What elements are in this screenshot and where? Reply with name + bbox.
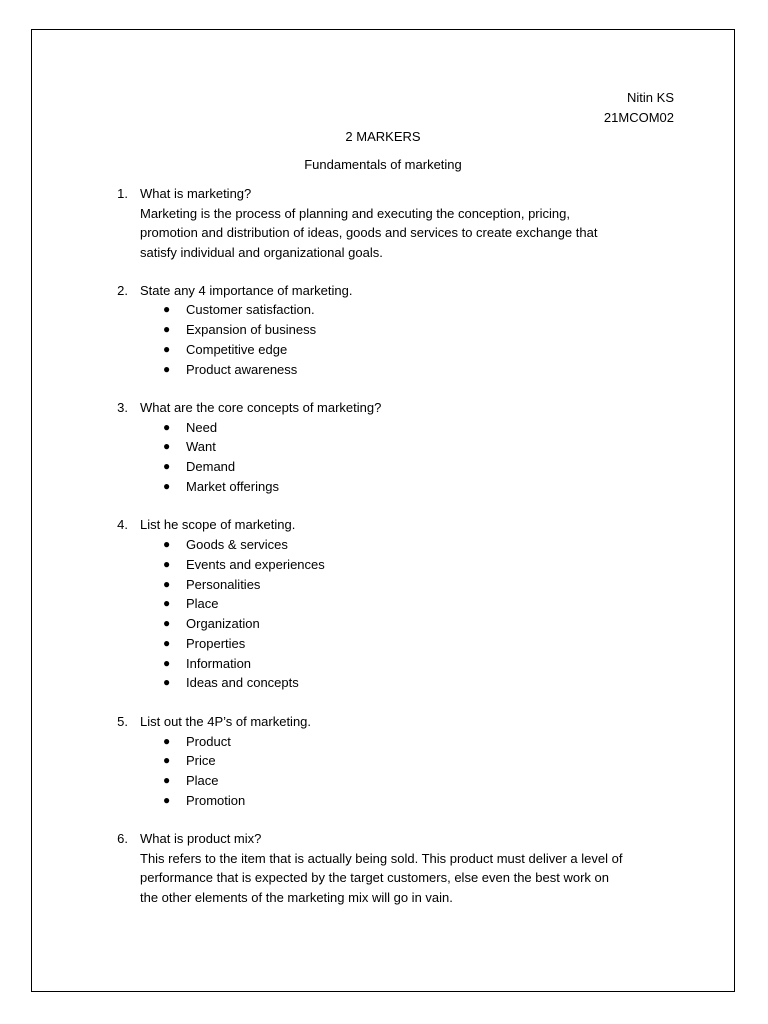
list-item: Events and experiences <box>186 557 325 572</box>
list-item: Personalities <box>186 577 261 592</box>
list-item: Ideas and concepts <box>186 675 299 690</box>
list-item: Place <box>186 596 219 611</box>
question-text: State any 4 importance of marketing. <box>140 283 353 298</box>
answer-line: This refers to the item that is actually being sold. This product must deliver a level of <box>140 851 623 866</box>
bullet-icon: ● <box>163 636 171 650</box>
list-item: Market offerings <box>186 479 279 494</box>
section-heading: 2 MARKERS <box>345 129 421 144</box>
list-item: Need <box>186 420 218 435</box>
list-item: Information <box>186 656 252 671</box>
answer-line: the other elements of the marketing mix will go in vain. <box>140 890 453 905</box>
question-number: 1. <box>117 186 128 201</box>
roll-number: 21MCOM02 <box>603 110 674 125</box>
bullet-icon: ● <box>163 302 171 316</box>
question-number: 6. <box>117 831 128 846</box>
bullet-icon: ● <box>163 753 171 767</box>
bullet-icon: ● <box>163 439 171 453</box>
author-name: Nitin KS <box>627 90 674 105</box>
question-text: What is marketing? <box>140 186 252 201</box>
bullet-icon: ● <box>163 616 171 630</box>
bullet-icon: ● <box>163 656 171 670</box>
bullet-icon: ● <box>163 773 171 787</box>
list-item: Goods & services <box>186 537 288 552</box>
bullet-icon: ● <box>163 459 171 473</box>
list-item: Product <box>186 734 231 749</box>
question-number: 3. <box>117 400 128 415</box>
bullet-icon: ● <box>163 362 171 376</box>
bullet-icon: ● <box>163 420 171 434</box>
bullet-icon: ● <box>163 342 171 356</box>
bullet-icon: ● <box>163 734 171 748</box>
bullet-icon: ● <box>163 596 171 610</box>
subject-title: Fundamentals of marketing <box>304 157 462 172</box>
bullet-icon: ● <box>163 793 171 807</box>
document-page <box>31 29 735 992</box>
question-text: What is product mix? <box>140 831 262 846</box>
list-item: Organization <box>186 616 260 631</box>
bullet-icon: ● <box>163 577 171 591</box>
list-item: Price <box>186 753 216 768</box>
list-item: Expansion of business <box>186 322 317 337</box>
list-item: Product awareness <box>186 362 298 377</box>
answer-line: Marketing is the process of planning and executing the conception, pricing, <box>140 206 570 221</box>
bullet-icon: ● <box>163 479 171 493</box>
bullet-icon: ● <box>163 675 171 689</box>
list-item: Place <box>186 773 219 788</box>
bullet-icon: ● <box>163 557 171 571</box>
list-item: Properties <box>186 636 246 651</box>
list-item: Customer satisfaction. <box>186 302 315 317</box>
bullet-icon: ● <box>163 322 171 336</box>
list-item: Competitive edge <box>186 342 288 357</box>
answer-line: satisfy individual and organizational goals. <box>140 245 383 260</box>
answer-line: performance that is expected by the target customers, else even the best work on <box>140 870 609 885</box>
answer-line: promotion and distribution of ideas, goods and services to create exchange that <box>140 225 598 240</box>
question-number: 2. <box>117 283 128 298</box>
question-number: 5. <box>117 714 128 729</box>
bullet-icon: ● <box>163 537 171 551</box>
question-text: List he scope of marketing. <box>140 517 296 532</box>
list-item: Demand <box>186 459 236 474</box>
question-text: What are the core concepts of marketing? <box>140 400 382 415</box>
list-item: Want <box>186 439 216 454</box>
list-item: Promotion <box>186 793 246 808</box>
question-number: 4. <box>117 517 128 532</box>
question-text: List out the 4P’s of marketing. <box>140 714 312 729</box>
